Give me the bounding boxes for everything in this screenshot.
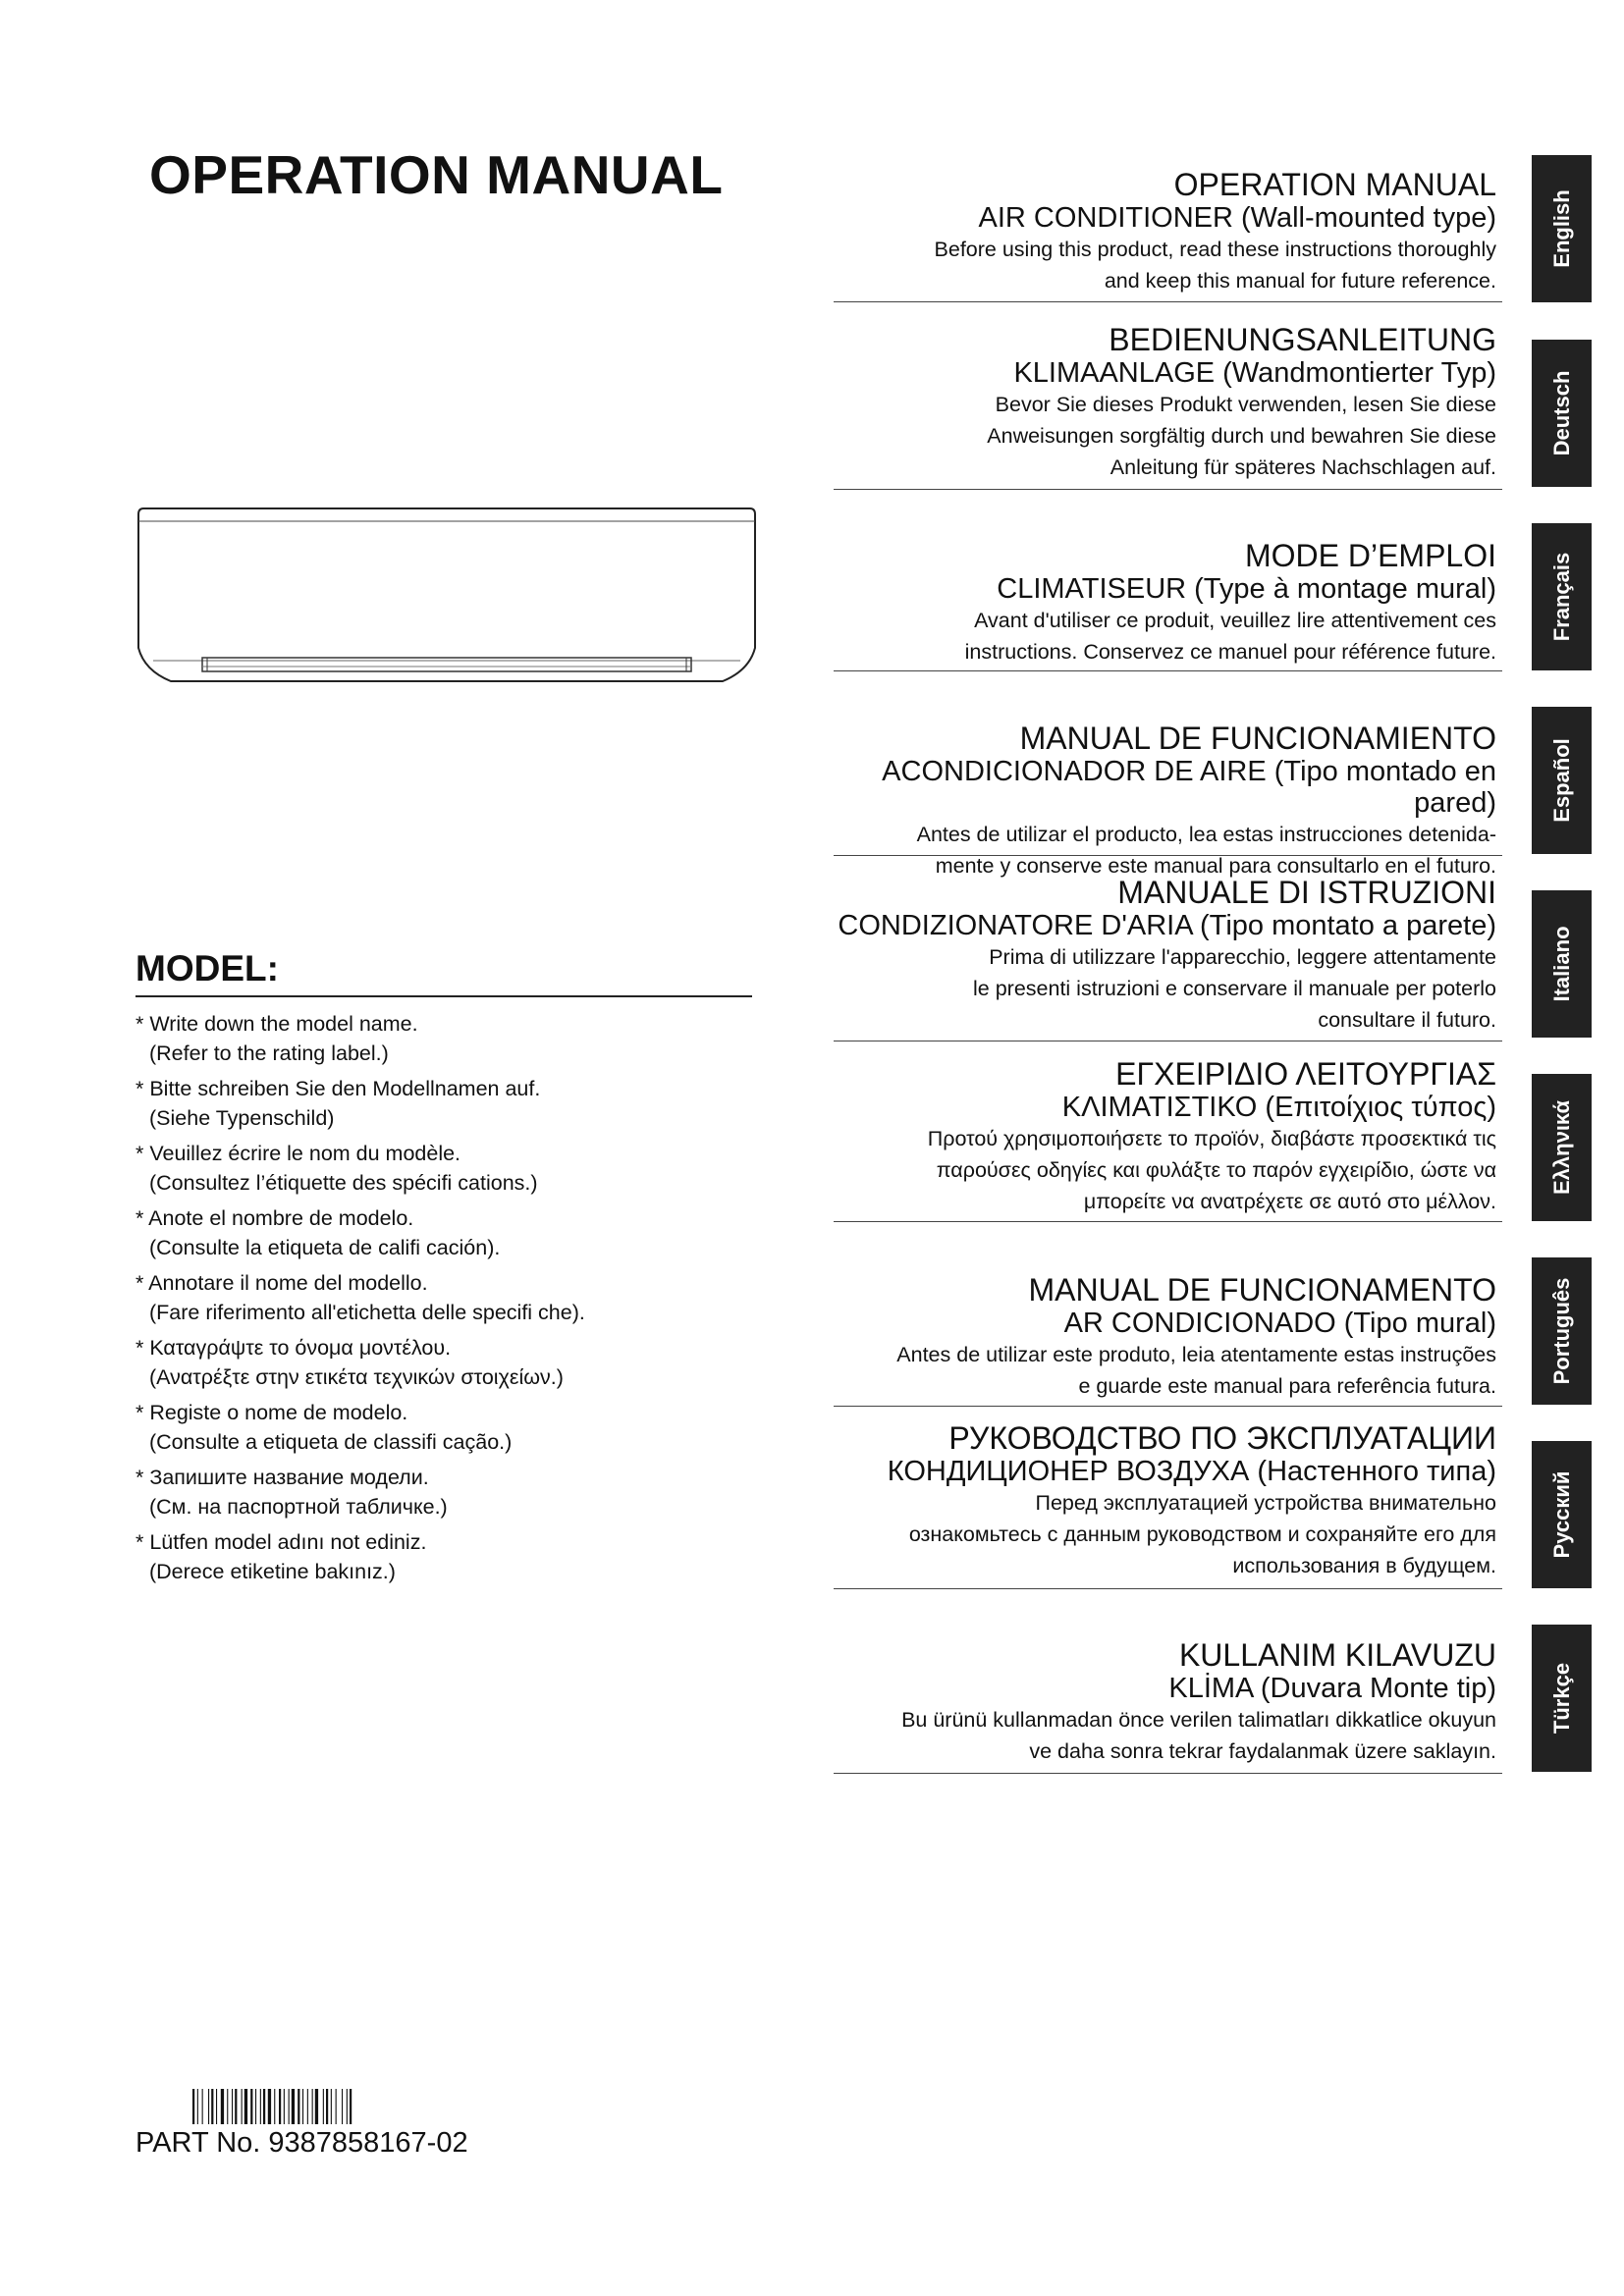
instruction-text: * Registe o nome de modelo.	[135, 1401, 408, 1424]
section-francais	[831, 538, 1496, 667]
barcode-bar	[244, 2089, 247, 2124]
instruction-note: (Consultez l’étiquette des spécifi cations.)	[149, 1171, 538, 1195]
section-subtitle: KLİMA (Duvara Monte tip)	[1168, 1673, 1496, 1704]
barcode-bar	[242, 2089, 243, 2124]
barcode-bar	[197, 2089, 198, 2124]
instruction-note: (Consulte a etiqueta de classifi cação.)	[149, 1430, 513, 1454]
section-title: OPERATION MANUAL	[1173, 167, 1496, 202]
tab-label: Italiano	[1548, 926, 1574, 1002]
barcode-bar	[312, 2089, 313, 2124]
instruction-note: (Consulte la etiqueta de califi cación).	[149, 1236, 501, 1259]
tab-francais[interactable]	[1532, 523, 1592, 670]
model-instruction-item	[135, 1268, 752, 1327]
section-title: ΕΓΧΕΙΡΙΔΙΟ ΛΕΙΤΟΥΡΓΙΑΣ	[1115, 1056, 1496, 1092]
model-heading: MODEL:	[135, 948, 752, 997]
barcode-bar	[289, 2089, 290, 2124]
instruction-text: * Bitte schreiben Sie den Modellnamen auf.	[135, 1077, 541, 1100]
barcode-bar	[216, 2089, 217, 2124]
section-divider	[834, 301, 1502, 302]
instruction-text: * Καταγράψτε το όνομα μοντέλου.	[135, 1336, 452, 1360]
barcode-bar	[323, 2089, 324, 2124]
section-title: MANUAL DE FUNCIONAMENTO	[1028, 1272, 1496, 1308]
instruction-note: (Fare riferimento all'etichetta delle specifi che).	[149, 1301, 585, 1324]
page-title: OPERATION MANUAL	[149, 144, 724, 205]
barcode-bar	[326, 2089, 328, 2124]
barcode-bar	[274, 2089, 275, 2124]
tab-russkiy[interactable]	[1532, 1441, 1592, 1588]
section-subtitle: KLIMAANLAGE (Wandmontierter Typ)	[1013, 357, 1496, 389]
barcode-bar	[192, 2089, 194, 2124]
section-divider	[834, 1221, 1502, 1222]
barcode-bar	[221, 2089, 224, 2124]
section-text: παρούσες οδηγίες και φυλάξτε το παρόν εγχειρίδιο, ώστε να	[936, 1158, 1496, 1182]
barcode-bar	[232, 2089, 233, 2124]
section-divider	[834, 1773, 1502, 1774]
tab-deutsch[interactable]	[1532, 340, 1592, 487]
barcode-bar	[260, 2089, 261, 2124]
section-italiano	[831, 875, 1496, 1036]
tab-label: English	[1548, 189, 1574, 268]
model-instructions	[135, 1009, 752, 1586]
barcode-bar	[331, 2089, 332, 2124]
instruction-note: (Siehe Typenschild)	[149, 1106, 335, 1130]
barcode-bar	[263, 2089, 265, 2124]
section-text: Перед эксплуатацией устройства внимательно	[1035, 1491, 1496, 1515]
air-conditioner-illustration	[135, 501, 758, 707]
section-divider	[834, 1588, 1502, 1589]
barcode-bar	[302, 2089, 303, 2124]
section-english	[831, 167, 1496, 296]
section-text: Before using this product, read these instructions thoroughly	[934, 238, 1496, 261]
tab-label: Français	[1548, 552, 1574, 642]
tab-italiano[interactable]	[1532, 890, 1592, 1038]
section-text: instructions. Conservez ce manuel pour référence future.	[964, 640, 1496, 664]
section-subtitle: ACONDICIONADOR DE AIRE (Tipo montado en pared)	[882, 756, 1496, 819]
barcode-bar	[336, 2089, 337, 2124]
section-text: ve daha sonra tekrar faydalanmak üzere saklayın.	[1029, 1739, 1496, 1763]
tab-label: Español	[1548, 738, 1574, 823]
barcode	[192, 2089, 418, 2124]
section-subtitle: CLIMATISEUR (Type à montage mural)	[997, 573, 1496, 605]
section-subtitle: ΚΛΙΜΑΤΙΣΤΙΚΟ (Επιτοίχιος τύπος)	[1061, 1092, 1496, 1123]
instruction-note: (Refer to the rating label.)	[149, 1041, 389, 1065]
section-divider	[834, 670, 1502, 671]
section-divider	[834, 855, 1502, 856]
section-text: μπορείτε να ανατρέχετε σε αυτό στο μέλλον.	[1083, 1190, 1496, 1213]
section-text: Prima di utilizzare l'apparecchio, leggere attentamente	[989, 945, 1496, 969]
tab-portugues[interactable]	[1532, 1257, 1592, 1405]
section-title: MANUALE DI ISTRUZIONI	[1117, 875, 1496, 910]
tab-turkce[interactable]	[1532, 1625, 1592, 1772]
barcode-bar	[342, 2089, 343, 2124]
barcode-bar	[284, 2089, 285, 2124]
tab-label: Türkçe	[1548, 1662, 1574, 1735]
barcode-bar	[202, 2089, 203, 2124]
barcode-bar	[350, 2089, 352, 2124]
section-text: le presenti istruzioni e conservare il manuale per poterlo	[973, 977, 1496, 1000]
barcode-bar	[250, 2089, 252, 2124]
section-text: Anleitung für späteres Nachschlagen auf.	[1110, 455, 1496, 479]
model-instruction-item	[135, 1333, 752, 1392]
section-subtitle: КОНДИЦИОНЕР ВОЗДУХА (Настенного типа)	[887, 1456, 1496, 1487]
section-text: consultare il futuro.	[1318, 1008, 1496, 1032]
barcode-bar	[235, 2089, 237, 2124]
barcode-bar	[227, 2089, 228, 2124]
section-russkiy	[831, 1420, 1496, 1581]
instruction-text: * Anote el nombre de modelo.	[135, 1206, 414, 1230]
section-divider	[834, 1406, 1502, 1407]
section-divider	[834, 489, 1502, 490]
tab-label: Ελληνικά	[1548, 1100, 1574, 1195]
section-ellinika	[831, 1056, 1496, 1217]
barcode-bar	[211, 2089, 213, 2124]
section-title: MODE D’EMPLOI	[1244, 538, 1496, 573]
tab-espanol[interactable]	[1532, 707, 1592, 854]
model-instruction-item	[135, 1398, 752, 1457]
section-subtitle: AIR CONDITIONER (Wall-mounted type)	[978, 202, 1496, 234]
instruction-text: * Запишите название модели.	[135, 1466, 429, 1489]
barcode-bar	[315, 2089, 318, 2124]
instruction-text: * Write down the model name.	[135, 1012, 418, 1036]
section-espanol	[831, 721, 1496, 881]
section-text: Bu ürünü kullanmadan önce verilen talimatları dikkatlice okuyun	[901, 1708, 1496, 1732]
model-instruction-item	[135, 1463, 752, 1522]
section-text: Προτού χρησιμοποιήσετε το προϊόν, διαβάστε προσεκτικά τις	[927, 1127, 1496, 1150]
model-instruction-item	[135, 1074, 752, 1133]
tab-label: Português	[1548, 1277, 1574, 1385]
barcode-bar	[347, 2089, 348, 2124]
model-instruction-item	[135, 1139, 752, 1198]
barcode-bar	[279, 2089, 281, 2124]
section-subtitle: AR CONDICIONADO (Tipo mural)	[1063, 1308, 1496, 1339]
section-deutsch	[831, 322, 1496, 483]
barcode-bar	[255, 2089, 256, 2124]
barcode-bar	[268, 2089, 271, 2124]
section-text: ознакомьтесь с данным руководством и сохраняйте его для	[908, 1522, 1496, 1546]
model-section	[135, 948, 752, 1592]
model-instruction-item	[135, 1009, 752, 1068]
section-text: Antes de utilizar este produto, leia atentamente estas instruções	[896, 1343, 1496, 1366]
section-title: BEDIENUNGSANLEITUNG	[1109, 322, 1496, 357]
section-title: MANUAL DE FUNCIONAMIENTO	[1019, 721, 1496, 756]
section-title: РУКОВОДСТВО ПО ЭКСПЛУАТАЦИИ	[948, 1420, 1496, 1456]
tab-english[interactable]	[1532, 155, 1592, 302]
instruction-note: (Derece etiketine bakınız.)	[149, 1560, 396, 1583]
part-number: PART No. 9387858167-02	[135, 2127, 468, 2159]
section-text: использования в будущем.	[1232, 1554, 1496, 1577]
barcode-bar	[208, 2089, 209, 2124]
barcode-bar	[292, 2089, 295, 2124]
barcode-bar	[307, 2089, 308, 2124]
section-text: Antes de utilizar el producto, lea estas instrucciones detenida-	[916, 823, 1496, 846]
section-text: Anweisungen sorgfältig durch und bewahren Sie diese	[987, 424, 1496, 448]
section-text: and keep this manual for future reference.	[1104, 269, 1496, 293]
section-text: Avant d'utiliser ce produit, veuillez lire attentivement ces	[974, 609, 1496, 632]
section-text: mente y conserve este manual para consultarlo en el futuro.	[935, 854, 1496, 878]
barcode-bar	[298, 2089, 299, 2124]
tab-label: Русский	[1548, 1470, 1574, 1559]
tab-label: Deutsch	[1548, 370, 1574, 456]
instruction-text: * Veuillez écrire le nom du modèle.	[135, 1142, 461, 1165]
instruction-text: * Lütfen model adını not ediniz.	[135, 1530, 427, 1554]
instruction-note: (Ανατρέξτε στην ετικέτα τεχνικών στοιχείων.)	[149, 1365, 564, 1389]
section-turkce	[831, 1637, 1496, 1767]
instruction-text: * Annotare il nome del modello.	[135, 1271, 428, 1295]
instruction-note: (См. на паспортной табличке.)	[149, 1495, 448, 1519]
section-title: KULLANIM KILAVUZU	[1178, 1637, 1496, 1673]
tab-ellinika[interactable]	[1532, 1074, 1592, 1221]
section-subtitle: CONDIZIONATORE D'ARIA (Tipo montato a parete)	[838, 910, 1496, 941]
section-text: Bevor Sie dieses Produkt verwenden, lesen Sie diese	[995, 393, 1496, 416]
section-text: e guarde este manual para referência futura.	[1078, 1374, 1496, 1398]
model-instruction-item	[135, 1203, 752, 1262]
model-instruction-item	[135, 1527, 752, 1586]
section-portugues	[831, 1272, 1496, 1402]
